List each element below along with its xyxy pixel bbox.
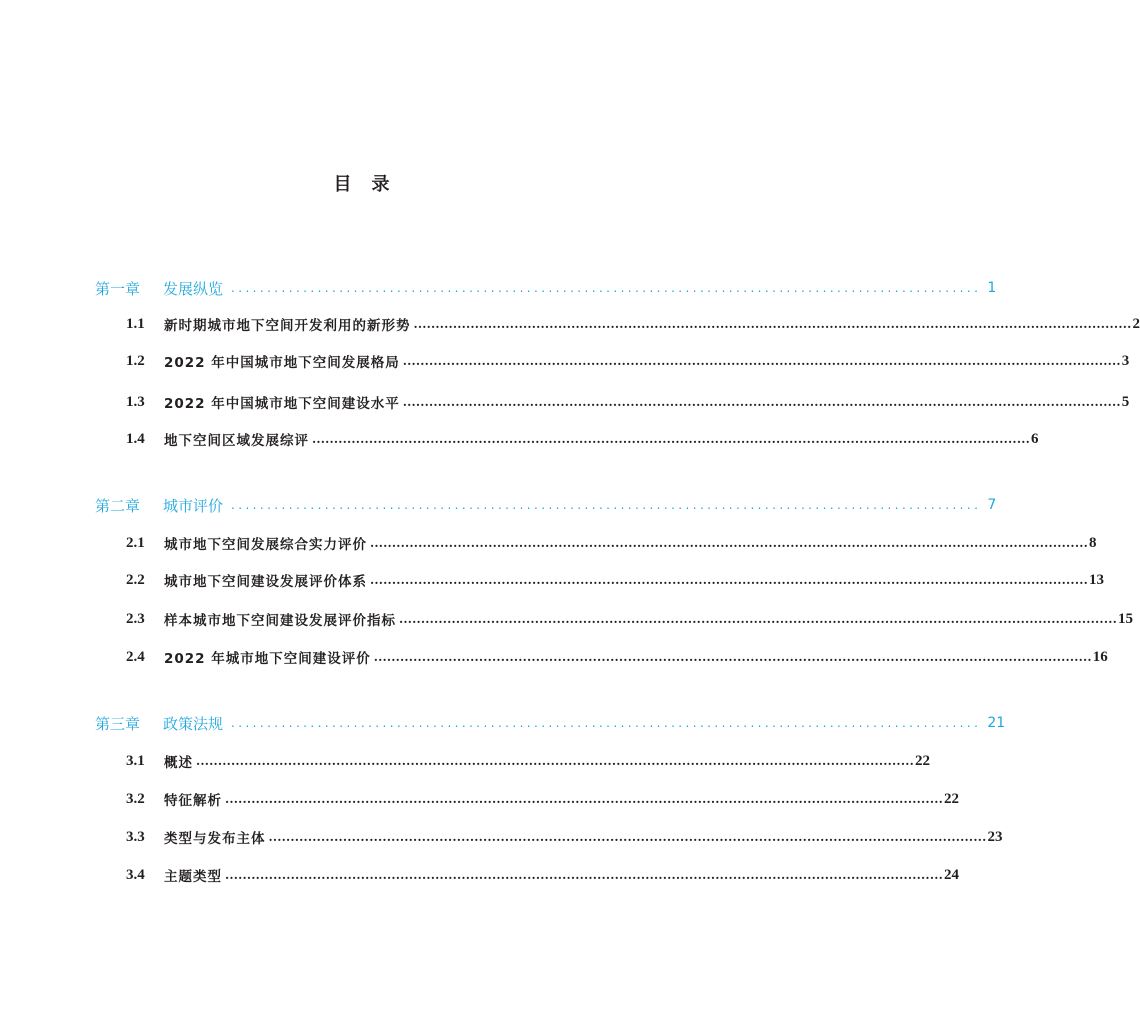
section-title: 特征解析: [164, 793, 222, 809]
section-page-number: 13: [1088, 571, 1104, 588]
toc-section-2-3[interactable]: [126, 609, 1133, 629]
chapter-page-number: 7: [987, 497, 997, 513]
dot-leader: ....................................................................................................................................................................: [370, 536, 1088, 550]
dot-leader: ....................................................................................................................................................................: [373, 650, 1092, 664]
section-title: 样本城市地下空间建设发展评价指标: [164, 613, 396, 629]
section-page-number: 8: [1088, 534, 1097, 551]
section-number: 1.4: [126, 430, 145, 447]
section-number: 3.1: [126, 752, 145, 769]
dot-leader: ....................................................................................................................................................................: [196, 754, 914, 768]
chapter-number: 第一章: [95, 279, 141, 298]
section-page-number: 2: [1132, 315, 1140, 332]
section-title: 城市地下空间建设发展评价体系: [164, 574, 367, 590]
toc-chapter-1[interactable]: [95, 277, 997, 299]
section-page-number: 5: [1121, 393, 1130, 410]
section-page-number: 15: [1117, 610, 1133, 627]
toc-section-3-3[interactable]: [126, 827, 1003, 847]
chapter-number: 第二章: [95, 496, 141, 515]
toc-chapter-2[interactable]: [95, 494, 997, 516]
dot-leader: ....................................................................................................................................................................: [370, 573, 1088, 587]
section-page-number: 24: [943, 866, 959, 883]
section-page-number: 6: [1030, 430, 1039, 447]
section-number: 2.3: [126, 610, 145, 627]
toc-section-1-3[interactable]: [126, 392, 1130, 412]
chapter-page-number: 21: [987, 715, 1006, 731]
dot-leader: ....................................................................................................................................................................: [399, 612, 1117, 626]
section-title: 2022 年城市地下空间建设评价: [164, 651, 371, 667]
section-number: 2.2: [126, 571, 145, 588]
chapter-title: 发展纵览: [163, 279, 224, 298]
dot-leader: ....................................................................................................................................................................: [268, 830, 987, 844]
section-number: 1.2: [126, 352, 145, 369]
section-title: 地下空间区域发展综评: [164, 433, 309, 449]
section-number: 3.4: [126, 866, 145, 883]
section-page-number: 3: [1121, 352, 1130, 369]
section-number: 1.1: [126, 315, 145, 332]
dot-leader: ....................................................................................................................................................................: [312, 432, 1030, 446]
chapter-page-number: 1: [987, 280, 997, 296]
toc-section-2-2[interactable]: [126, 570, 1104, 590]
chapter-number: 第三章: [95, 714, 141, 733]
section-title: 概述: [164, 755, 193, 771]
section-number: 3.3: [126, 828, 145, 845]
dot-leader: ....................................................................................................................................................................: [225, 792, 943, 806]
toc-section-1-2[interactable]: [126, 351, 1130, 371]
section-page-number: 22: [943, 790, 959, 807]
section-title: 主题类型: [164, 869, 222, 885]
section-number: 1.3: [126, 393, 145, 410]
section-title: 2022 年中国城市地下空间建设水平: [164, 396, 400, 412]
dot-leader: ........................................................................................................: [231, 281, 982, 295]
section-number: 2.4: [126, 648, 145, 665]
section-page-number: 16: [1092, 648, 1108, 665]
toc-section-1-4[interactable]: [126, 429, 1039, 449]
dot-leader: ........................................................................................................: [231, 716, 982, 730]
section-page-number: 22: [914, 752, 930, 769]
section-page-number: 23: [987, 828, 1003, 845]
page-title: 目 录: [333, 174, 391, 195]
toc-section-3-1[interactable]: [126, 751, 930, 771]
dot-leader: ....................................................................................................................................................................: [402, 354, 1121, 368]
chapter-title: 政策法规: [163, 714, 224, 733]
toc-section-3-4[interactable]: [126, 865, 959, 885]
toc-chapter-3[interactable]: [95, 712, 1006, 734]
dot-leader: ....................................................................................................................................................................: [413, 317, 1132, 331]
section-title: 新时期城市地下空间开发利用的新形势: [164, 318, 411, 334]
dot-leader: ........................................................................................................: [231, 498, 982, 512]
chapter-title: 城市评价: [163, 496, 224, 515]
toc-section-1-1[interactable]: [126, 314, 1140, 334]
section-number: 2.1: [126, 534, 145, 551]
toc-section-2-1[interactable]: [126, 533, 1097, 553]
section-number: 3.2: [126, 790, 145, 807]
dot-leader: ....................................................................................................................................................................: [402, 395, 1121, 409]
section-title: 类型与发布主体: [164, 831, 266, 847]
dot-leader: ....................................................................................................................................................................: [225, 868, 943, 882]
toc-section-2-4[interactable]: [126, 647, 1108, 667]
section-title: 2022 年中国城市地下空间发展格局: [164, 355, 400, 371]
section-title: 城市地下空间发展综合实力评价: [164, 537, 367, 553]
toc-section-3-2[interactable]: [126, 789, 959, 809]
